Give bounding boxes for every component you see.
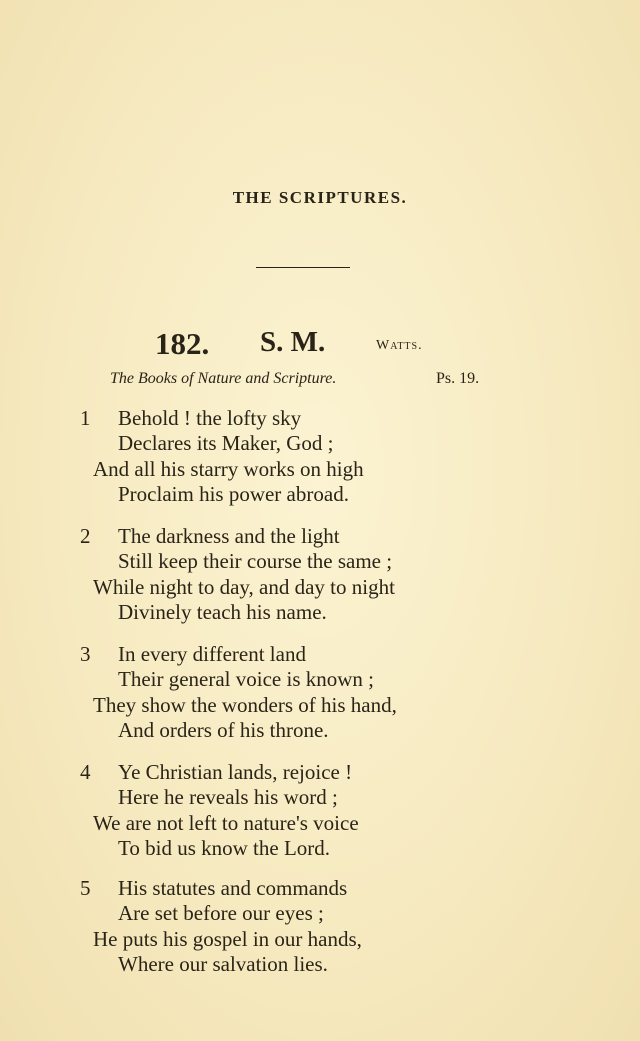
verse-line: Here he reveals his word ; — [118, 785, 338, 809]
verse-line: Are set before our eyes ; — [118, 901, 324, 925]
verse-line: Divinely teach his name. — [118, 600, 327, 624]
verse-line: They show the wonders of his hand, — [93, 693, 397, 717]
stanza-number: 4 — [80, 760, 91, 784]
psalm-reference: Ps. 19. — [436, 370, 480, 387]
stanza-number: 5 — [80, 876, 91, 900]
verse-line: To bid us know the Lord. — [118, 836, 331, 860]
verse-line: While night to day, and day to night — [93, 575, 395, 599]
running-head: THE SCRIPTURES. — [232, 188, 408, 207]
verse-line: Declares its Maker, God ; — [118, 431, 334, 455]
verse-line: And orders of his throne. — [118, 718, 329, 742]
verse-line: His statutes and commands — [118, 876, 348, 900]
hymn-meter: S. M. — [260, 326, 326, 358]
stanza-number: 2 — [80, 524, 91, 548]
verse-line: We are not left to nature's voice — [93, 811, 359, 835]
divider-rule — [256, 267, 350, 268]
verse-line: He puts his gospel in our hands, — [93, 927, 362, 951]
verse-line: Behold ! the lofty sky — [118, 406, 302, 430]
stanza-number: 1 — [80, 406, 91, 430]
hymn-author: Watts. — [376, 338, 423, 353]
hymn-header — [0, 326, 640, 366]
verse-line: The darkness and the light — [118, 524, 340, 548]
verse-line: Proclaim his power abroad. — [118, 482, 349, 506]
verse-line: Still keep their course the same ; — [118, 549, 393, 573]
verse-line: Their general voice is known ; — [118, 667, 374, 691]
hymn-subtitle: The Books of Nature and Scripture. — [110, 370, 337, 387]
verse-line: In every different land — [118, 642, 306, 666]
hymn-number: 182. — [155, 326, 210, 361]
verse-line: And all his starry works on high — [93, 457, 364, 481]
verse-line: Ye Christian lands, rejoice ! — [118, 760, 353, 784]
verse-line: Where our salvation lies. — [118, 952, 328, 976]
stanza-number: 3 — [80, 642, 91, 666]
